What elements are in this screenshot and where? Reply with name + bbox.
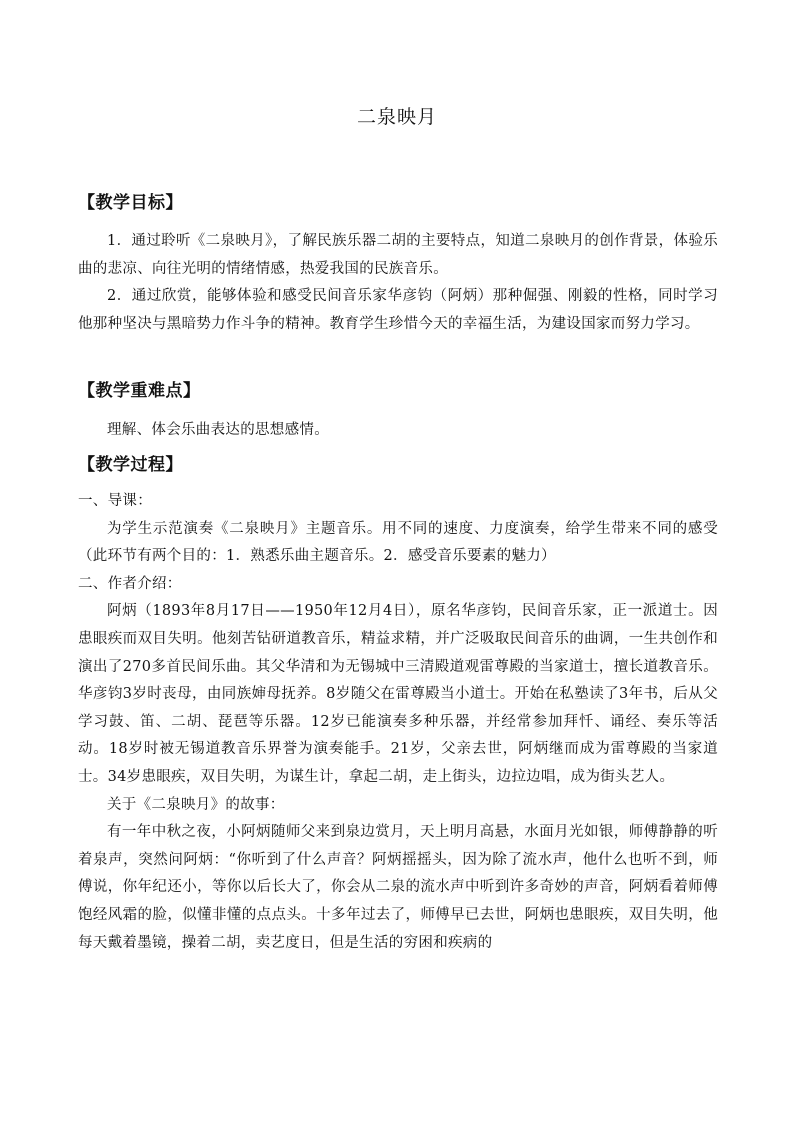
heading-text: 【教学目标】 <box>78 193 183 213</box>
difficulty-paragraph: 理解、体会乐曲表达的思想感情。 <box>107 422 329 438</box>
intro-paragraph: 为学生示范演奏《二泉映月》主题音乐。用不同的速度、力度演奏，给学生带来不同的感受（此环节有两个目的：1．熟悉乐曲主题音乐。2．感受音乐要素的魅力） <box>78 520 718 565</box>
document-title: 二泉映月 <box>356 106 437 128</box>
subheading-author: 二、作者介绍： <box>78 575 182 592</box>
author-paragraph: 阿炳（1893年8月17日——1950年12月4日），原名华彦钧，民间音乐家，正一派道士。因患眼疾而双目失明。他刻苦钻研道教音乐，精益求精，并广泛吸取民间音乐的曲调，一生共创作和演出了270多首民间乐曲。其父华清和为无锡城中三清殿道观雷尊殿的当家道士，擅长道教音乐。华彦钧3岁时丧母，由同族婶母抚养。8岁随父在雷尊殿当小道士。开始在私塾读了3年书，后从父学习鼓、笛、二胡、琵琶等乐器。12岁已能演奏多种乐器，并经常参加拜忏、诵经、奏乐等活动。18岁时被无锡道教音乐界誉为演奏能手。21岁，父亲去世，阿炳继而成为雷尊殿的当家道士。34岁患眼疾，双目失明，为谋生计，拿起二胡，走上街头，边拉边唱，成为街头艺人。 <box>78 603 718 785</box>
goal-paragraph-1: 1．通过聆听《二泉映月》，了解民族乐器二胡的主要特点，知道二泉映月的创作背景，体验乐曲的悲凉、向往光明的情绪情感，热爱我国的民族音乐。 <box>78 233 718 277</box>
goal-paragraph-2: 2．通过欣赏，能够体验和感受民间音乐家华彦钧（阿炳）那种倔强、刚毅的性格，同时学习他那种坚决与黑暗势力作斗争的精神。教育学生珍惜今天的幸福生活，为建设国家而努力学习。 <box>78 288 718 332</box>
heading-teaching-process <box>78 454 718 476</box>
story-paragraph: 有一年中秋之夜，小阿炳随师父来到泉边赏月，天上明月高悬，水面月光如银，师傅静静的听着泉声，突然问阿炳：“你听到了什么声音？阿炳摇摇头，因为除了流水声，他什么也听不到，师傅说，你年纪还小，等你以后长大了，你会从二泉的流水声中听到许多奇妙的声音，阿炳看着师傅饱经风霜的脸，似懂非懂的点点头。十多年过去了，师傅早已去世，阿炳也患眼疾，双目失明，他每天戴着墨镜，操着二胡，卖艺度日，但是生活的穷困和疾病的 <box>78 824 718 951</box>
heading-key-difficulties <box>78 380 718 402</box>
heading-teaching-goals <box>78 192 718 214</box>
heading-text: 【教学过程】 <box>78 455 183 475</box>
heading-text: 【教学重难点】 <box>78 381 201 401</box>
difficulty-content <box>78 417 718 445</box>
subheading-intro: 一、导课： <box>78 493 152 509</box>
goals-content <box>78 228 718 338</box>
story-heading: 关于《二泉映月》的故事： <box>107 796 285 813</box>
process-content <box>78 488 718 957</box>
